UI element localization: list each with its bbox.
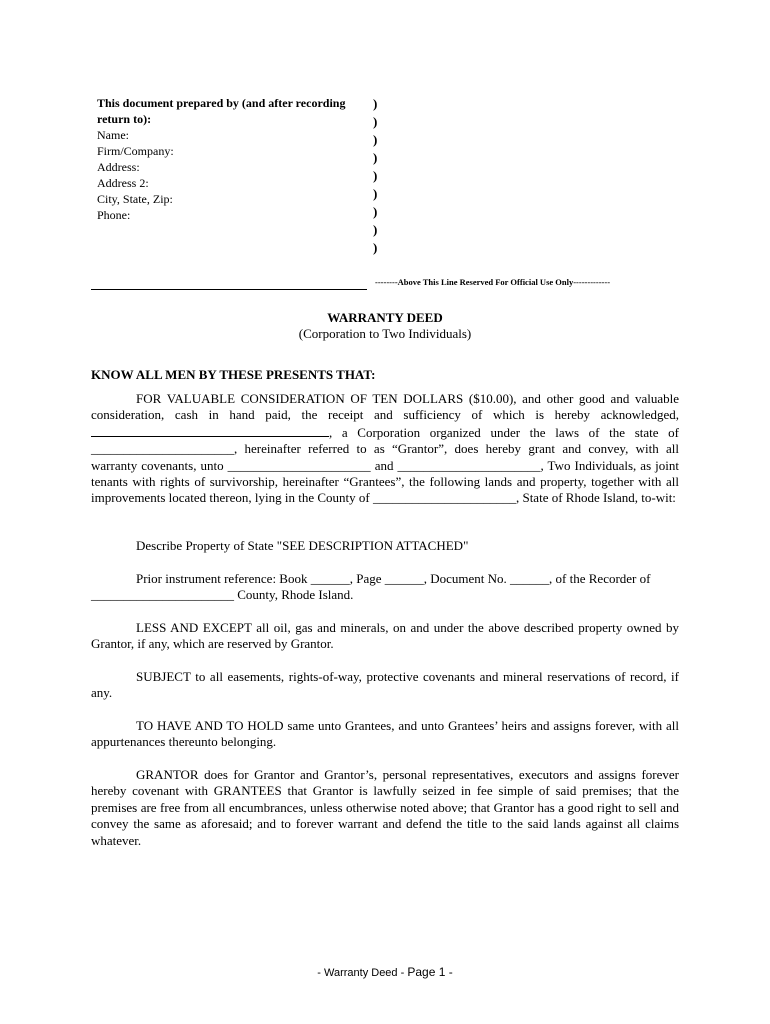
subject-to-paragraph: SUBJECT to all easements, rights-of-way, protective covenants and mineral reservations of record, if any. [91, 669, 679, 701]
signature-line [91, 289, 367, 290]
page-footer [0, 965, 770, 979]
parenthesis-column [373, 95, 385, 257]
grantor-name-blank [91, 424, 329, 437]
field-phone: Phone: [97, 208, 131, 222]
paren: ) [373, 186, 378, 201]
field-address2: Address 2: [97, 176, 149, 190]
conveyance-text: ______________________, hereinafter referred to as “Grantor”, does hereby grant and convey, with all warranty covenants, unto ______________________ and ______________________, Two Individuals, as joint tenants with rights of survivorship, hereinafter “Grantees”, the following lands and property, together with all improvements located thereon, lying in the County of ______________________, State of Rhode Island, to-wit: [91, 441, 679, 506]
field-name: Name: [97, 128, 129, 142]
consideration-text: FOR VALUABLE CONSIDERATION OF TEN DOLLARS ($10.00), and other good and valuable consideration, cash in hand paid, the receipt and sufficiency of which is hereby acknowledged, [91, 391, 679, 423]
paren: ) [373, 222, 378, 237]
prior-instrument-line2: ______________________ County, Rhode Island. [91, 587, 354, 603]
document-subtitle: (Corporation to Two Individuals) [298, 326, 472, 341]
paren: ) [373, 150, 378, 165]
consideration-paragraph [91, 391, 679, 507]
less-and-except-paragraph: LESS AND EXCEPT all oil, gas and minerals, on and under the above described property owned by Grantor, if any, which are reserved by Grantor. [91, 620, 679, 652]
paren: ) [373, 204, 378, 219]
habendum-paragraph: TO HAVE AND TO HOLD same unto Grantees, and unto Grantees’ heirs and assigns forever, with all appurtenances thereunto belonging. [91, 718, 679, 750]
document-title: WARRANTY DEED [327, 310, 443, 325]
field-address: Address: [97, 160, 140, 174]
paren: ) [373, 96, 378, 111]
property-description: Describe Property of State "SEE DESCRIPTION ATTACHED" [136, 538, 469, 553]
field-city-state-zip: City, State, Zip: [97, 192, 173, 206]
corporation-text: , a Corporation organized under the laws of the state of [329, 424, 679, 440]
prior-instrument-paragraph [91, 571, 679, 604]
prepared-by-label: This document prepared by (and after recording return to): [97, 96, 346, 126]
paren: ) [373, 114, 378, 129]
footer-label: - Warranty Deed - [317, 967, 405, 979]
prepared-by-block [97, 95, 367, 223]
covenant-paragraph: GRANTOR does for Grantor and Grantor’s, personal representatives, executors and assigns forever hereby covenant with GRANTEES that Grantor is lawfully seized in fee simple of said premises; that the premises are free from all encumbrances, unless otherwise noted above; that Grantor has a good right to sell and convey the same as aforesaid; and to forever warrant and defend the title to the said lands against all claims whatever. [91, 767, 679, 848]
paren: ) [373, 132, 378, 147]
official-use-line: --------Above This Line Reserved For Official Use Only------------- [375, 277, 611, 287]
paren: ) [373, 168, 378, 183]
field-firm: Firm/Company: [97, 144, 174, 158]
section-heading: KNOW ALL MEN BY THESE PRESENTS THAT: [91, 367, 376, 382]
paren: ) [373, 240, 378, 255]
prior-instrument-line1: Prior instrument reference: Book ______, Page ______, Document No. ______, of the Recorder of [136, 571, 651, 586]
footer-page-number: Page 1 - [407, 965, 453, 979]
